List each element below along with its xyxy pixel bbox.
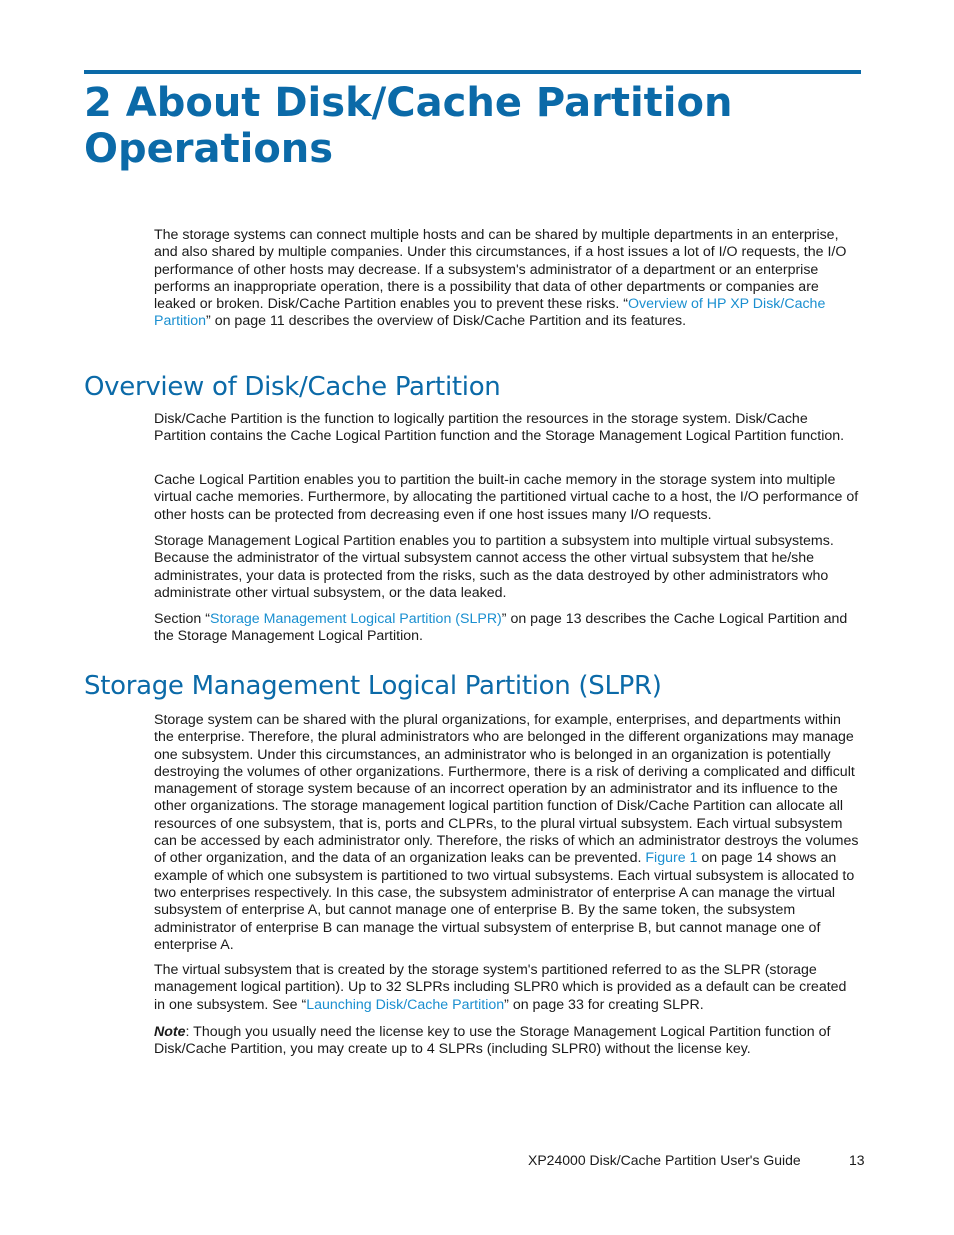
note-label: Note — [154, 1024, 186, 1040]
slpr-paragraph-2 — [154, 962, 860, 1014]
note-text: : Though you usually need the license key to use the Storage Management Logical Partition function of Disk/Cache Partition, you may create up to 4 SLPRs (including SLPR0) without the license key. — [154, 1024, 831, 1058]
footer-page-number: 13 — [849, 1152, 865, 1168]
figure-1-link[interactable]: Figure 1 — [645, 850, 698, 867]
slpr-paragraph-1 — [154, 712, 860, 954]
footer-guide-title: XP24000 Disk/Cache Partition User's Guide — [528, 1152, 801, 1168]
launching-link[interactable]: Launching Disk/Cache Partition — [306, 996, 505, 1013]
overview-hp-xp-link[interactable]: Overview of HP XP Disk/Cache Partition — [154, 296, 826, 330]
note-paragraph — [154, 1024, 860, 1059]
slpr-section-link[interactable]: Storage Management Logical Partition (SLPR) — [210, 611, 502, 627]
slpr-p2-text-1: The virtual subsystem that is created by the storage system's partitioned referred to as the SLPR (storage management logical partition). Up to 32 SLPRs including SLPR0 which is provided as a default can be created in one subsystem. See “ — [154, 962, 847, 1013]
overview-p4-text-2: ” on page 13 describes the Cache Logical Partition and the Storage Management Logical Partition. — [154, 611, 848, 645]
slpr-heading: Storage Management Logical Partition (SLPR) — [84, 671, 662, 701]
slpr-p2-text-2: ” on page 33 for creating SLPR. — [504, 996, 704, 1013]
intro-text-2: ” on page 11 describes the overview of Disk/Cache Partition and its features. — [206, 313, 687, 330]
intro-text-1: The storage systems can connect multiple hosts and can be shared by multiple departments in an enterprise, and also shared by multiple companies. Under this circumstances, if a host issues a lot of I/O requests, the I/O performance of other hosts may decrease. If a subsystem's administrator of a department or an enterprise performs an inappropriate operation, there is a possibility that data of other departments or companies are leaked or broken. Disk/Cache Partition enables you to prevent these risks. “ — [154, 227, 847, 313]
overview-paragraph-4 — [154, 611, 860, 646]
slpr-p1-text-1: Storage system can be shared with the plural organizations, for example, enterprises, and departments within the enterprise. Therefore, the plural administrators who are belonged in the different organizations may manage one subsystem. Under this circumstances, an administrator who is belonged in an organization is potentially destroying the volumes of other organizations. Furthermore, there is a risk of deriving a complicated and difficult management of storage system because of an incorrect operation by an administrator and its influence to the other organizations. The storage management logical partition function of Disk/Cache Partition can allocate all resources of one subsystem, that is, ports and CLPRs, to the plural virtual subsystem. Each virtual subsystem can be accessed by each administrator only. Therefore, the risks of which an administrator destroys the volumes of other organization, and the data of an organization leaks can be prevented. — [154, 712, 859, 867]
chapter-top-rule — [84, 70, 861, 74]
overview-paragraph-2: Cache Logical Partition enables you to partition the built-in cache memory in the storage system into multiple virtual cache memories. Furthermore, by allocating the partitioned virtual cache to a host, the I/O performance of other hosts can be protected from decreasing even if one host issues many I/O requests. — [154, 472, 859, 523]
overview-paragraph-3: Storage Management Logical Partition enables you to partition a subsystem into multiple virtual subsystems. Because the administrator of the virtual subsystem cannot access the other virtual subsystem that he/she administrates, your data is protected from the risks, such as the data destroyed by other administrators who administrate other virtual subsystem, or the data leaked. — [154, 533, 834, 601]
chapter-title: 2 About Disk/Cache Partition Operations — [84, 80, 733, 172]
overview-heading: Overview of Disk/Cache Partition — [84, 372, 501, 402]
slpr-p1-text-2: on page 14 shows an example of which one subsystem is partitioned to two virtual subsystems. Each virtual subsystem is allocated to two enterprises respectively. In this case, the subsystem administrator of enterprise A can manage the virtual subsystem of enterprise A, but cannot manage one of enterprise B. By the same token, the subsystem administrator of enterprise B can manage the virtual subsystem of enterprise B, but cannot manage one of enterprise A. — [154, 850, 855, 953]
intro-paragraph — [154, 227, 860, 331]
overview-p4-text-1: Section “ — [154, 611, 210, 627]
overview-paragraph-1: Disk/Cache Partition is the function to logically partition the resources in the storage system. Disk/Cache Partition contains the Cache Logical Partition function and the Storage Management Logical Partition function. — [154, 411, 845, 445]
